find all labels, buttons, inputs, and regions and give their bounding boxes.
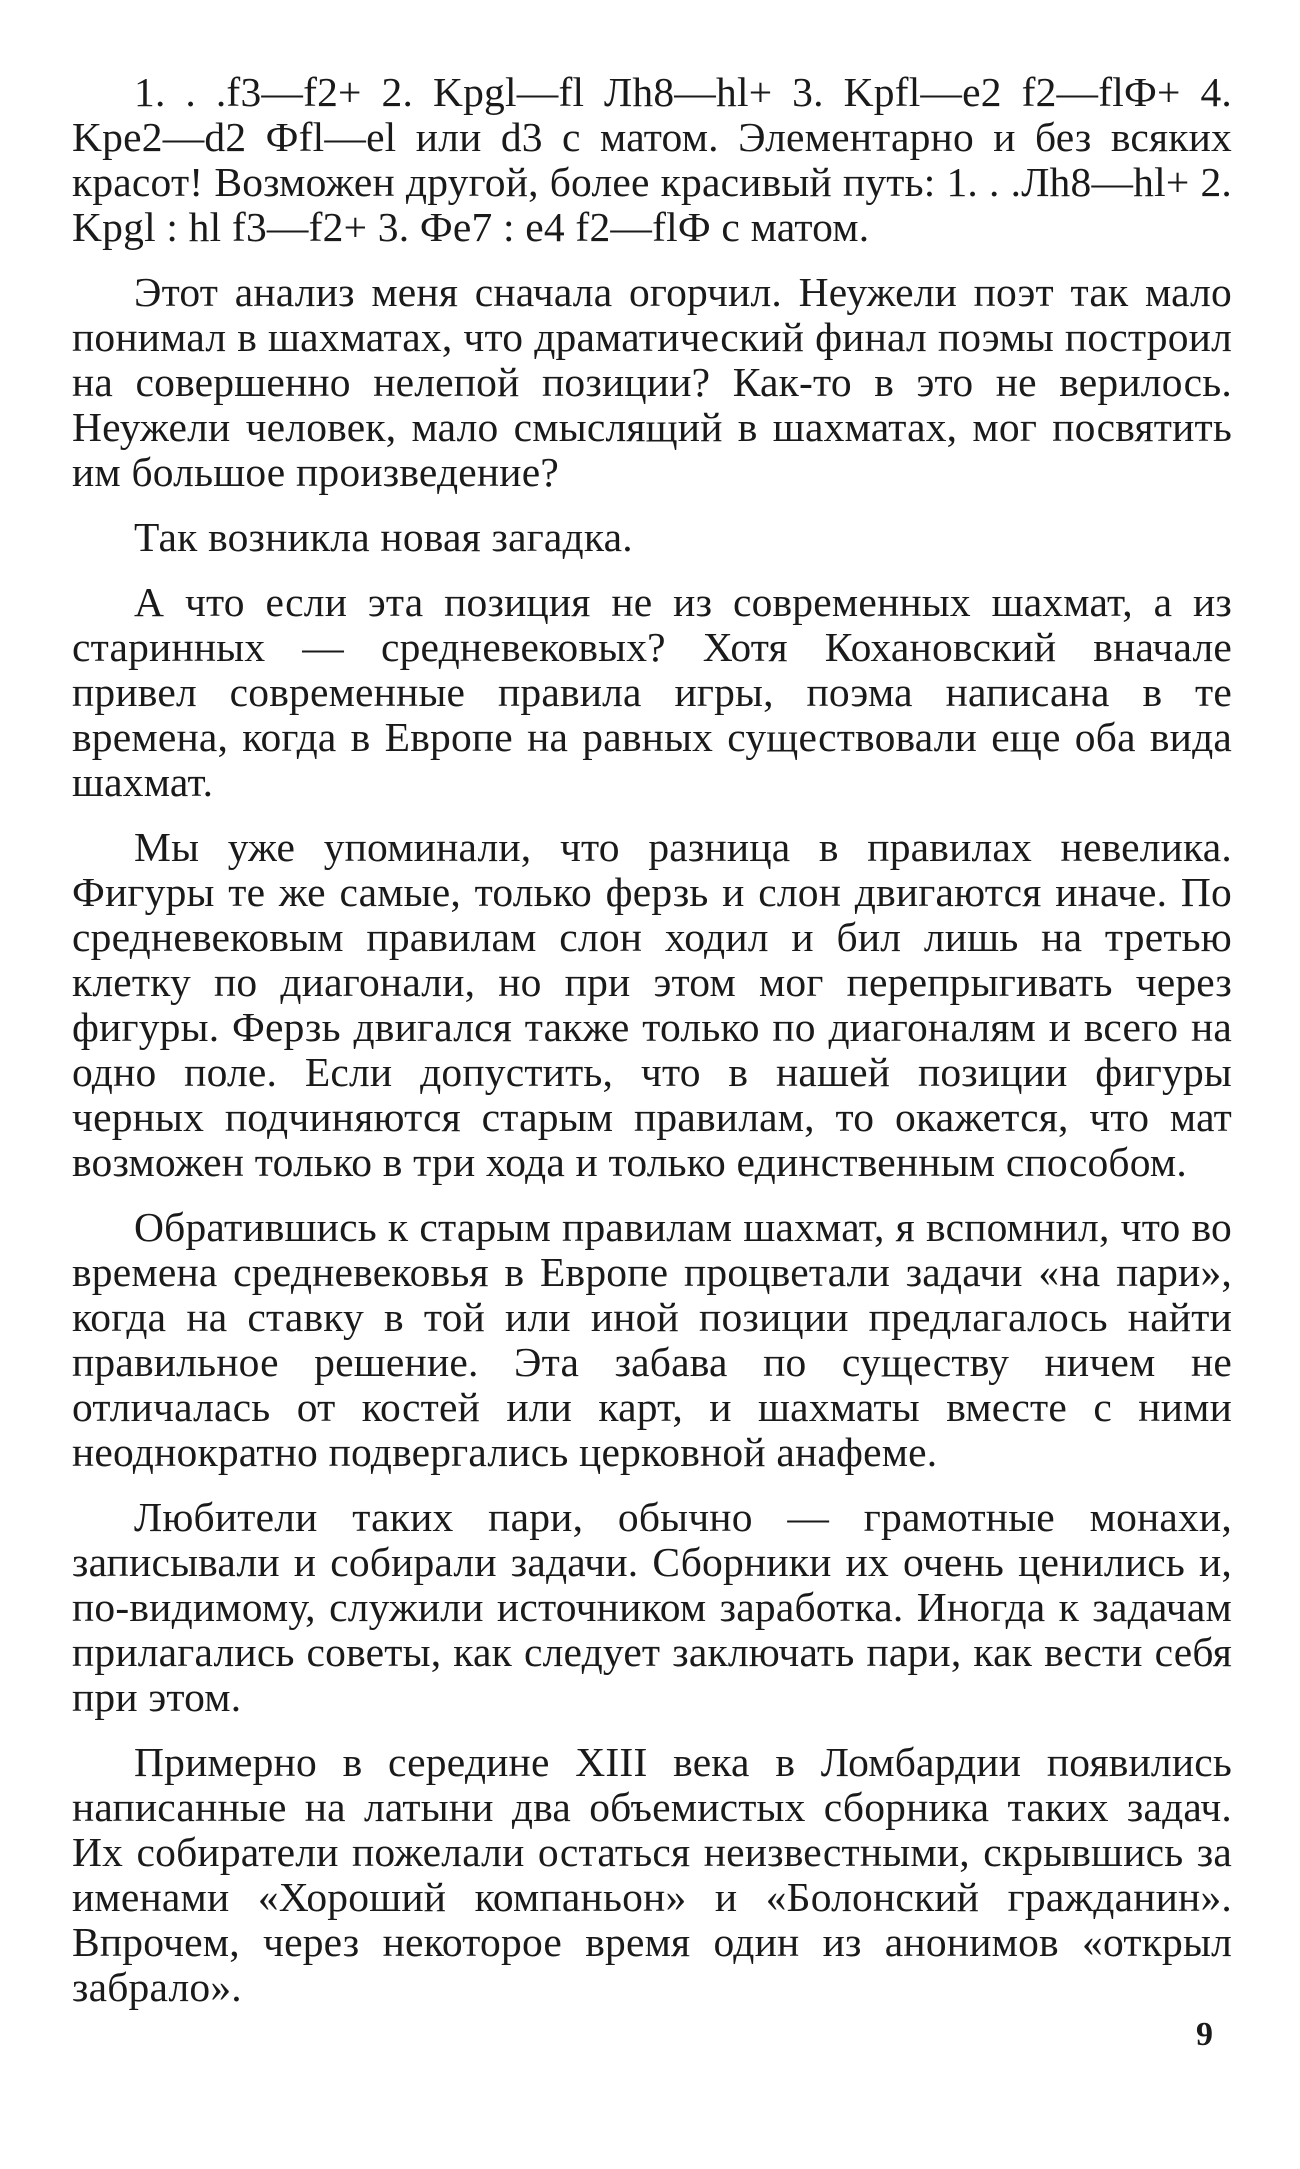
paragraph-monks: Любители таких пари, обычно — грамотные монахи, записывали и собирали задачи. Сборники их очень ценились и, по-видимому, служили источником заработка. Иногда к задачам прилагались советы, как следует заключать пари, как вести себя при этом.: [72, 1494, 1232, 1720]
paragraph-chess-moves: 1. . .f3—f2+ 2. Kpgl—fl Лh8—hl+ 3. Kpfl—e2 f2—flФ+ 4. Kpe2—d2 Фfl—el или d3 с матом. Элементарно и без всяких красот! Возможен другой, более красивый путь: 1. . .Лh8—hl+ 2. Kpgl : hl f3—f2+ 3. Фe7 : e4 f2—flФ с матом.: [72, 69, 1232, 250]
paragraph-analysis: Этот анализ меня сначала огорчил. Неужели поэт так мало понимал в шахматах, что драматический финал поэмы построил на совершенно нелепой позиции? Как-то в это не верилось. Неужели человек, мало смыслящий в шахматах, мог посвятить им большое произведение?: [72, 269, 1232, 495]
page-body: [72, 70, 1232, 2030]
paragraph-wager-problems: Обратившись к старым правилам шахмат, я вспомнил, что во времена средневековья в Европе процветали задачи «на пари», когда на ставку в той или иной позиции предлагалось найти правильное решение. Эта забава по существу ничем не отличалась от костей или карт, и шахматы вместе с ними неоднократно подвергались церковной анафеме.: [72, 1204, 1232, 1475]
paragraph-rules-difference: Мы уже упоминали, что разница в правилах невелика. Фигуры те же самые, только ферзь и слон двигаются иначе. По средневековым правилам слон ходил и бил лишь на третью клетку по диагонали, но при этом мог перепрыгивать через фигуры. Ферзь двигался также только по диагоналям и всего на одно поле. Если допустить, что в нашей позиции фигуры черных подчиняются старым правилам, то окажется, что мат возможен только в три хода и только единственным способом.: [72, 824, 1232, 1185]
paragraph-lombardy-collections: Примерно в середине XIII века в Ломбардии появились написанные на латыни два объемистых сборника таких задач. Их собиратели пожелали остаться неизвестными, скрывшись за именами «Хороший компаньон» и «Болонский гражданин». Впрочем, через некоторое время один из анонимов «открыл забрало».: [72, 1739, 1232, 2010]
paragraph-new-riddle: Так возникла новая загадка.: [134, 514, 633, 560]
paragraph-medieval-chess: А что если эта позиция не из современных шахмат, а из старинных — средневековых? Хотя Кохановский вначале привел современные правила игры, поэма написана в те времена, когда в Европе на равных существовали еще оба вида шахмат.: [72, 579, 1232, 805]
page-number: 9: [1196, 2016, 1213, 2053]
